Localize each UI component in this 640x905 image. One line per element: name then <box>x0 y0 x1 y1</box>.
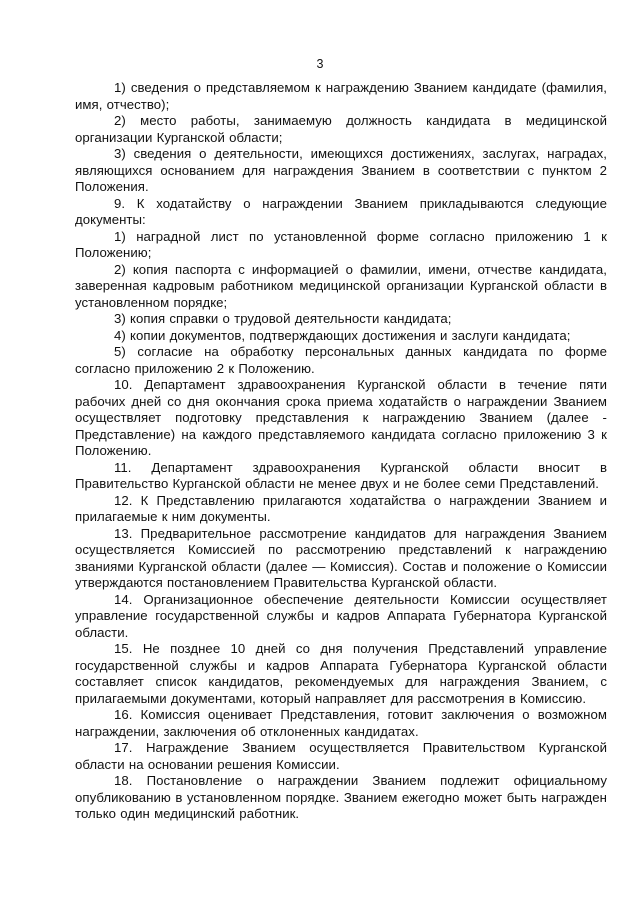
paragraph: 14. Организационное обеспечение деятельности Комиссии осуществляет управление государственной службы и кадров Аппарата Губернатора Курганской области. <box>75 591 607 640</box>
paragraph: 16. Комиссия оценивает Представления, готовит заключения о возможном награждении, заключения об отклоненных кандидатах. <box>75 707 607 739</box>
paragraph: 3) сведения о деятельности, имеющихся достижениях, заслугах, наградах, являющихся основанием для награждения Званием в соответствии с пунктом 2 Положения. <box>75 146 607 194</box>
paragraph: 17. Награждение Званием осуществляется Правительством Курганской области на основании решения Комиссии. <box>75 740 607 772</box>
paragraph: 10. Департамент здравоохранения Курганской области в течение пяти рабочих дней со дня окончания срока приема ходатайств о награждении Званием осуществляет подготовку представления к награждению Званием (далее - Представление) на каждого представляемого кандидата согласно приложению 3 к Положению. <box>75 377 607 458</box>
document-body <box>75 80 607 823</box>
paragraph: 1) наградной лист по установленной форме согласно приложению 1 к Положению; <box>75 228 607 260</box>
page-number: 3 <box>316 57 324 71</box>
paragraph: 11. Департамент здравоохранения Курганской области вносит в Правительство Курганской области не менее двух и не более семи Представлений. <box>75 459 607 491</box>
paragraph: 9. К ходатайству о награждении Званием прикладываются следующие документы: <box>75 195 607 227</box>
paragraph: 12. К Представлению прилагаются ходатайства о награждении Званием и прилагаемые к ним документы. <box>75 492 607 524</box>
paragraph: 13. Предварительное рассмотрение кандидатов для награждения Званием осуществляется Комиссией по рассмотрению представлений к награждению званиями Курганской области (далее — Комиссия). Состав и положение о Комиссии утверждаются постановлением Правительства Курганской области. <box>75 525 607 590</box>
paragraph: 15. Не позднее 10 дней со дня получения Представлений управление государственной службы и кадров Аппарата Губернатора Курганской области составляет список кандидатов, рекомендуемых для награждения Званием, с прилагаемыми документами, который направляет для рассмотрения в Комиссию. <box>75 641 607 706</box>
paragraph: 3) копия справки о трудовой деятельности кандидата; <box>114 311 452 326</box>
paragraph: 5) согласие на обработку персональных данных кандидата по форме согласно приложению 2 к Положению. <box>75 344 607 376</box>
paragraph: 1) сведения о представляемом к награждению Званием кандидате (фамилия, имя, отчество); <box>75 80 607 112</box>
paragraph: 2) место работы, занимаемую должность кандидата в медицинской организации Курганской области; <box>75 113 607 145</box>
paragraph: 2) копия паспорта с информацией о фамилии, имени, отчестве кандидата, заверенная кадровым работником медицинской организации Курганской области в установленном порядке; <box>75 261 607 310</box>
paragraph: 18. Постановление о награждении Званием подлежит официальному опубликованию в установленном порядке. Званием ежегодно может быть награжден только один медицинский работник. <box>75 773 607 821</box>
paragraph: 4) копии документов, подтверждающих достижения и заслуги кандидата; <box>114 327 571 343</box>
